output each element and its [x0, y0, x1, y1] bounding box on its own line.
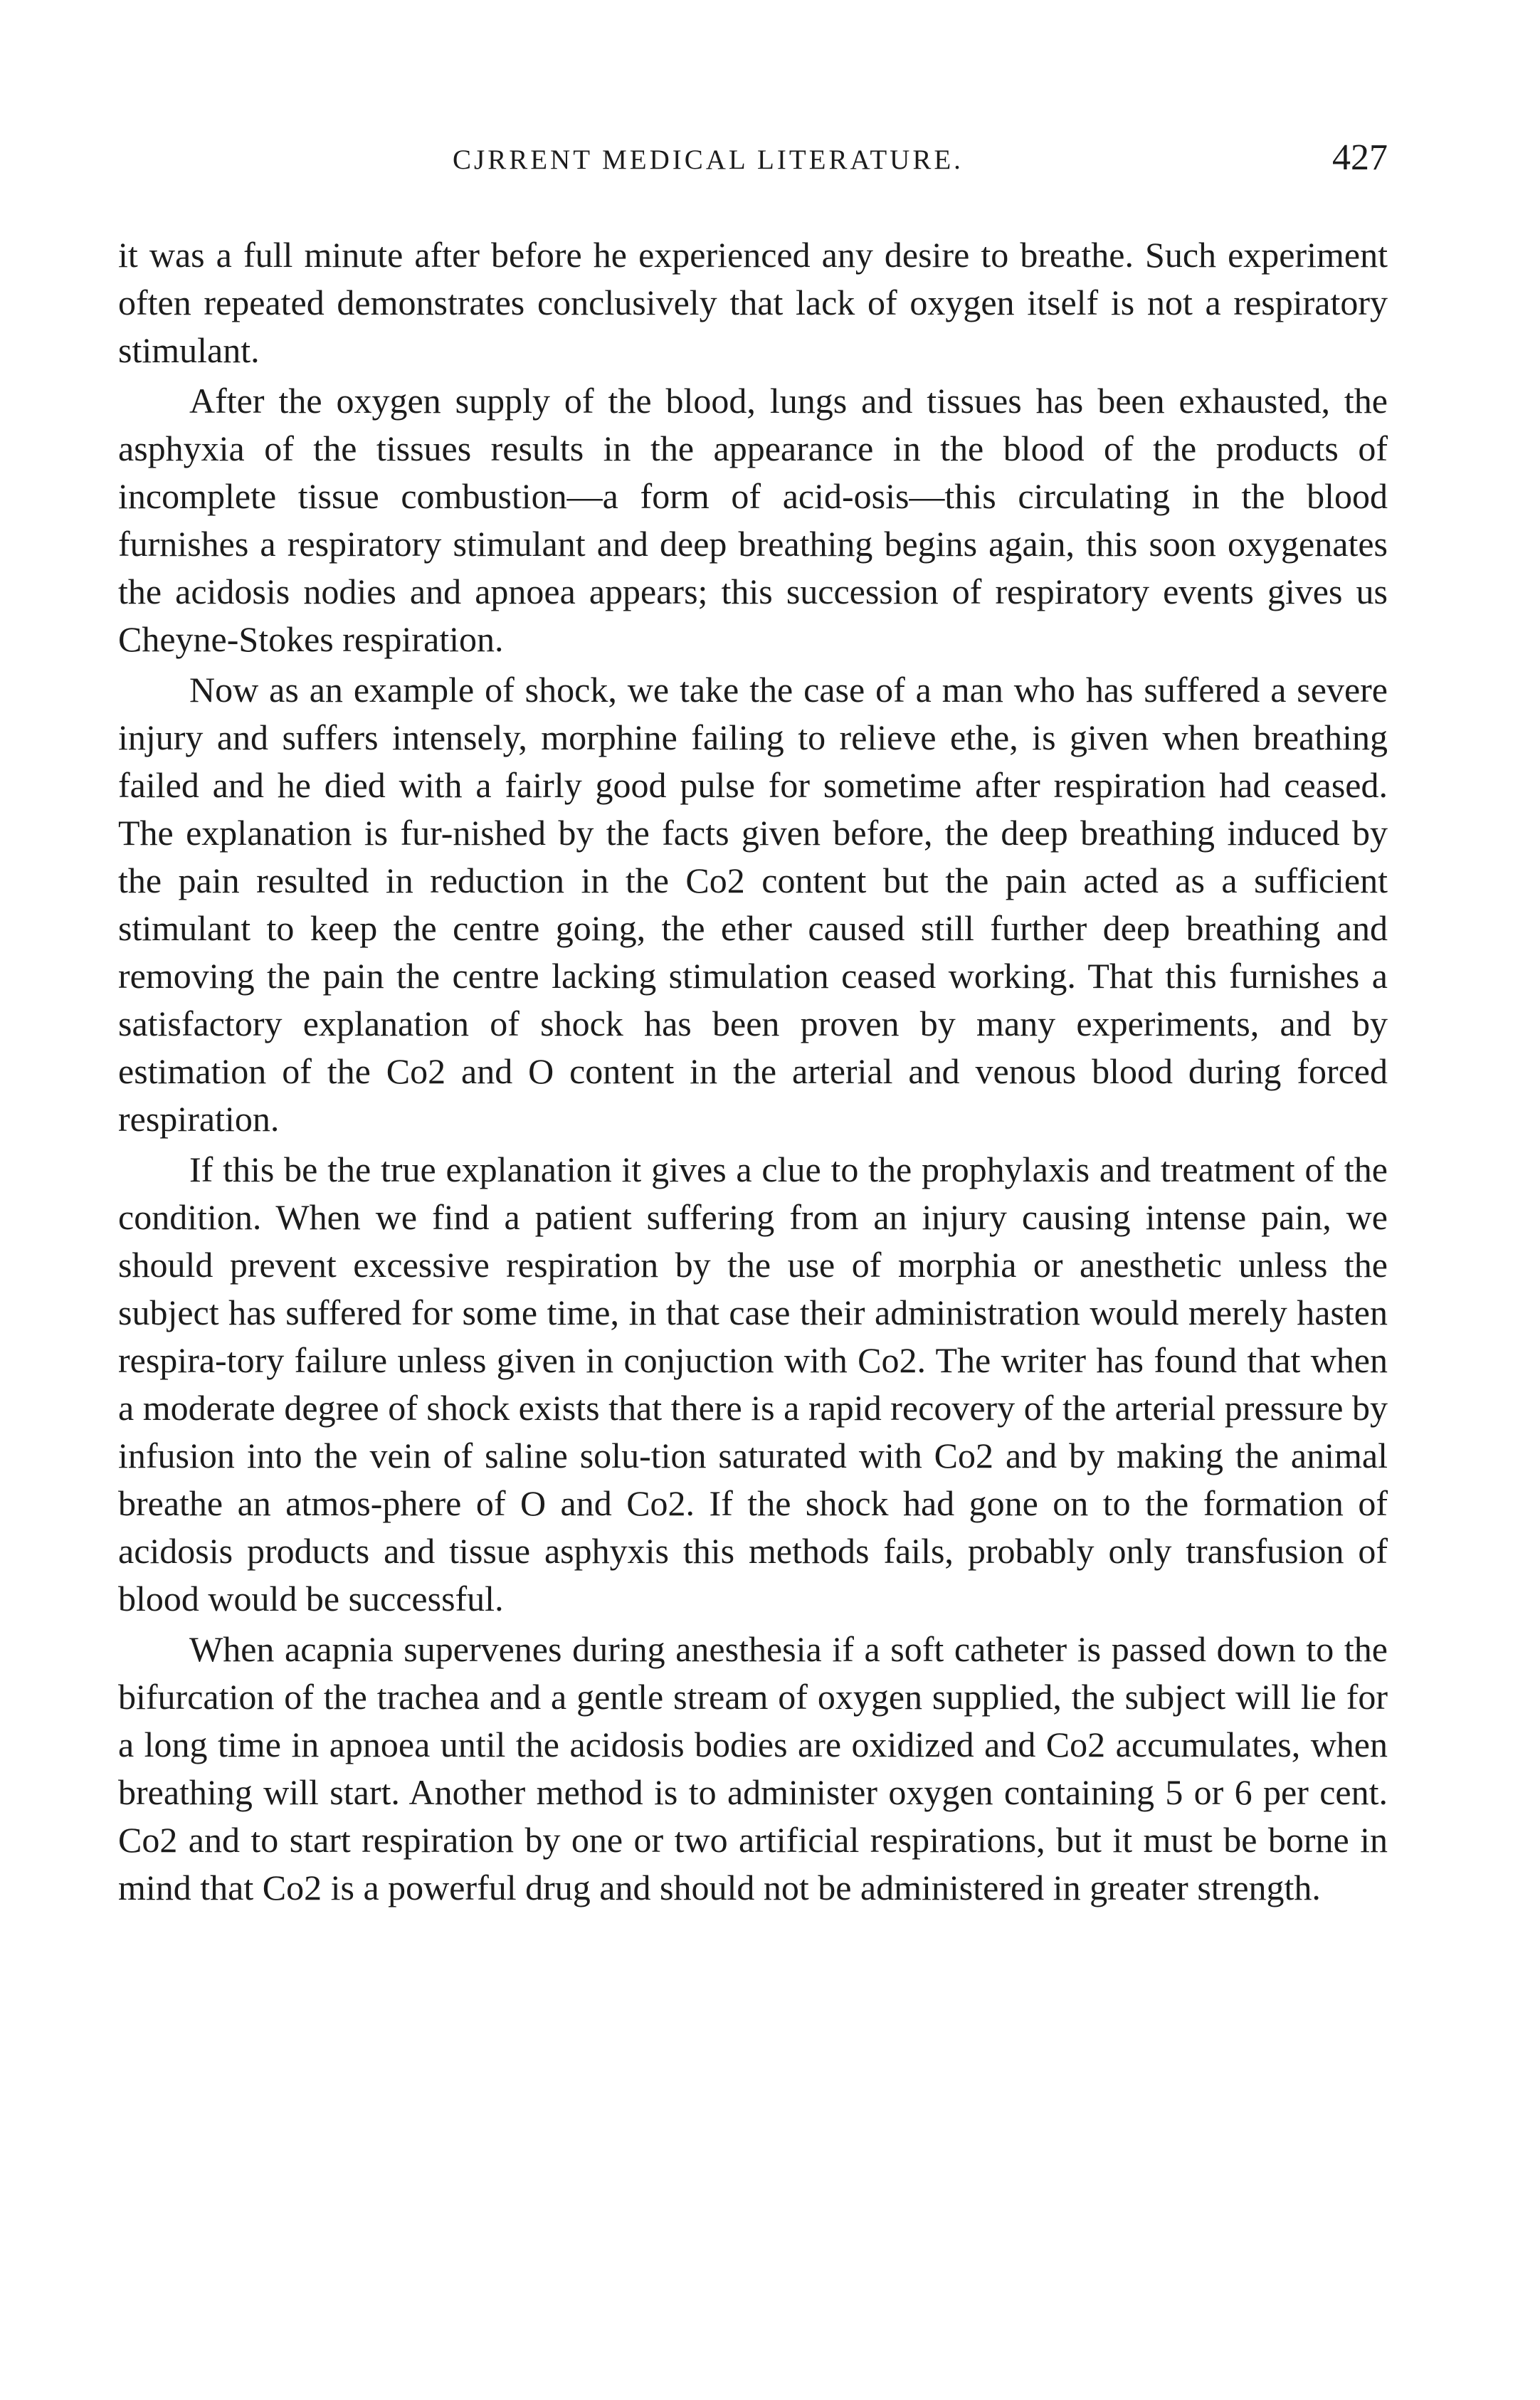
article-body: [118, 231, 1388, 1915]
paragraph-asphyxia: After the oxygen supply of the blood, lungs and tissues has been exhausted, the asphyxia of the tissues results in the appearance in the blood of the products of incomplete tissue combustion—a form of acid-osis—this circulating in the blood furnishes a respiratory stimulant and deep breathing begins again, this soon oxygenates the acidosis nodies and apnoea appears; this succession of respiratory events gives us Cheyne-Stokes respiration.: [118, 381, 1388, 659]
page-number: 427: [1332, 137, 1388, 178]
page-header: [118, 137, 1388, 186]
paragraph-shock-example: Now as an example of shock, we take the case of a man who has suffered a severe injury and suffers intensely, morphine failing to relieve ethe, is given when breathing failed and he died with a fairly good pulse for sometime after respiration had ceased. The explanation is fur-nished by the facts given before, the deep breathing induced by the pain resulted in reduction in the Co2 content but the pain acted as a sufficient stimulant to keep the centre going, the ether caused still further deep breathing and removing the pain the centre lacking stimulation ceased working. That this furnishes a satisfactory explanation of shock has been proven by many experiments, and by estimation of the Co2 and O content in the arterial and venous blood during forced respiration.: [118, 670, 1388, 1139]
paragraph-acapnia: When acapnia supervenes during anesthesia if a soft catheter is passed down to the bifurcation of the trachea and a gentle stream of oxygen supplied, the subject will lie for a long time in apnoea until the acidosis bodies are oxidized and Co2 accumulates, when breathing will start. Another method is to administer oxygen containing 5 or 6 per cent. Co2 and to start respiration by one or two artificial respirations, but it must be borne in mind that Co2 is a powerful drug and should not be administered in greater strength.: [118, 1629, 1388, 1907]
paragraph-treatment: If this be the true explanation it gives a clue to the prophylaxis and treatment of the condition. When we find a patient suffering from an injury causing intense pain, we should prevent excessive respiration by the use of morphia or anesthetic unless the subject has suffered for some time, in that case their administration would merely hasten respira-tory failure unless given in conjuction with Co2. The writer has found that when a moderate degree of shock exists that there is a rapid recovery of the arterial pressure by infusion into the vein of saline solu-tion saturated with Co2 and by making the animal breathe an atmos-phere of O and Co2. If the shock had gone on to the formation of acidosis products and tissue asphyxis this methods fails, probably only transfusion of blood would be successful.: [118, 1149, 1388, 1619]
running-head: CJRRENT MEDICAL LITERATURE.: [453, 144, 964, 175]
paragraph-continuation: it was a full minute after before he experienced any desire to breathe. Such experiment often repeated demonstrates conclusively that lack of oxygen itself is not a respiratory stimulant.: [118, 235, 1388, 370]
